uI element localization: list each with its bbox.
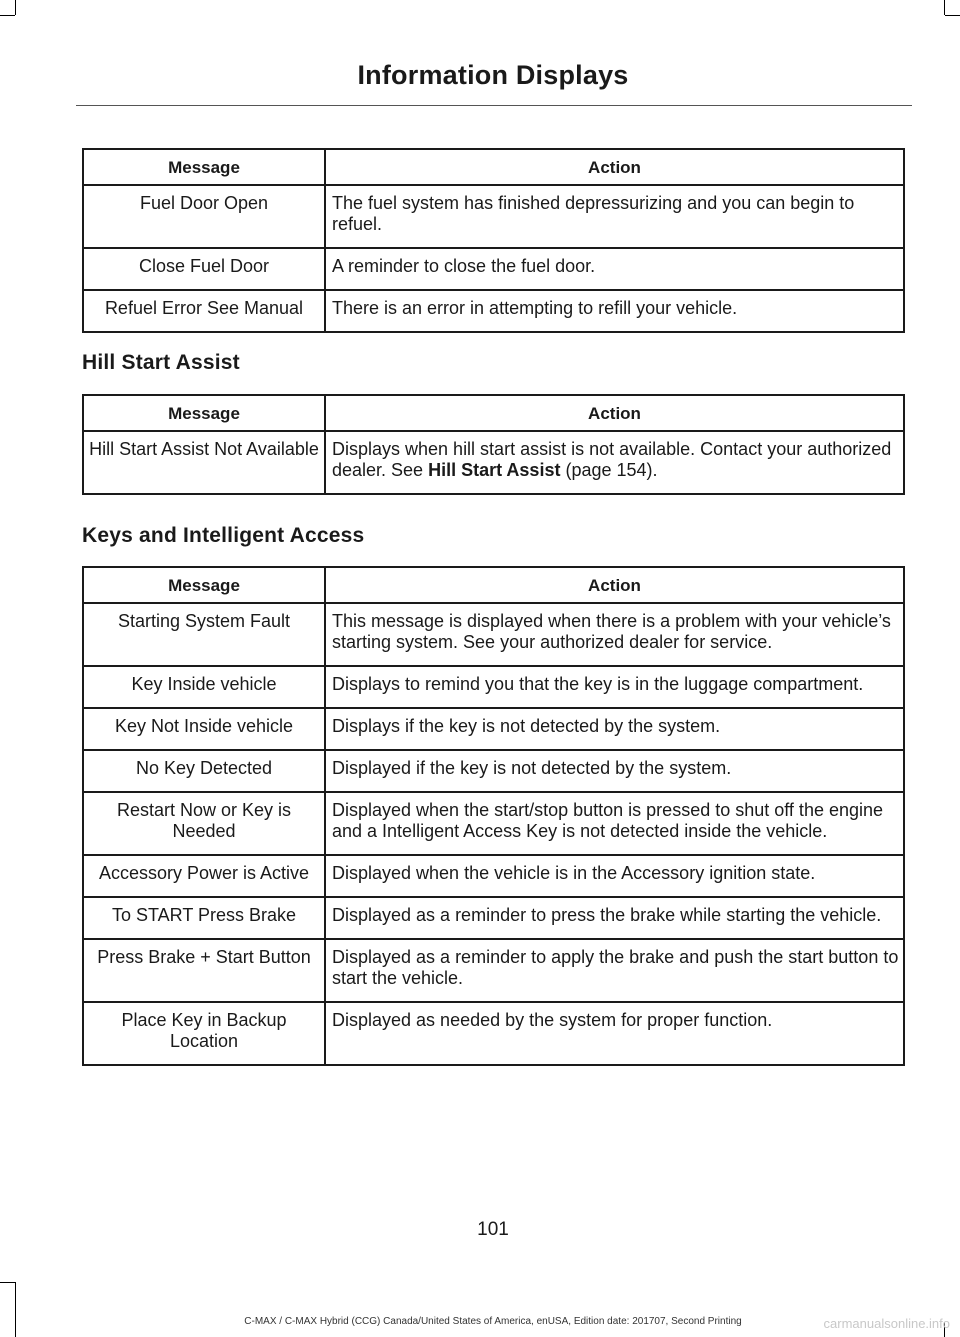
- table-row: [83, 855, 904, 897]
- action-text: Displays when hill start assist is not available. Contact your authorized dealer. See: [332, 439, 892, 480]
- table-row: [83, 897, 904, 939]
- action-cell: There is an error in attempting to refill your vehicle.: [325, 290, 904, 332]
- message-cell: To START Press Brake: [83, 897, 325, 939]
- action-cell: Displayed as a reminder to apply the brake and push the start button to start the vehicle.: [325, 939, 904, 1002]
- message-cell: Key Not Inside vehicle: [83, 708, 325, 750]
- action-cell: Displayed when the start/stop button is pressed to shut off the engine and a Intelligent Access Key is not detected inside the vehicle.: [325, 792, 904, 855]
- message-cell: Key Inside vehicle: [83, 666, 325, 708]
- page-title: Information Displays: [357, 60, 629, 90]
- table-row: [83, 290, 904, 332]
- column-header-message: Message: [83, 567, 325, 603]
- message-cell: Close Fuel Door: [83, 248, 325, 290]
- section-title-keys-intelligent-access: Keys and Intelligent Access: [82, 524, 365, 547]
- header-rule: [76, 105, 912, 106]
- column-header-message: Message: [83, 395, 325, 431]
- column-header-action: Action: [325, 149, 904, 185]
- table-row: [83, 750, 904, 792]
- action-cell: Displays to remind you that the key is in the luggage compartment.: [325, 666, 904, 708]
- crop-mark: [15, 1282, 16, 1337]
- table-row: [83, 792, 904, 855]
- crop-mark: [0, 15, 15, 16]
- action-cell: [325, 431, 904, 494]
- message-cell: Refuel Error See Manual: [83, 290, 325, 332]
- message-cell: Restart Now or Key is Needed: [83, 792, 325, 855]
- keys-intelligent-access-table: [82, 566, 905, 1066]
- message-cell: Starting System Fault: [83, 603, 325, 666]
- action-cell: This message is displayed when there is a problem with your vehicle’s starting system. See your authorized dealer for service.: [325, 603, 904, 666]
- section-title-hill-start-assist: Hill Start Assist: [82, 351, 240, 374]
- table-row: [83, 939, 904, 1002]
- action-cell: A reminder to close the fuel door.: [325, 248, 904, 290]
- action-cell: Displayed as a reminder to press the brake while starting the vehicle.: [325, 897, 904, 939]
- crop-mark: [0, 1282, 15, 1283]
- column-header-message: Message: [83, 149, 325, 185]
- crop-mark: [945, 15, 960, 16]
- table-row: [83, 708, 904, 750]
- hill-start-assist-table: [82, 394, 905, 495]
- action-cell: The fuel system has finished depressurizing and you can begin to refuel.: [325, 185, 904, 248]
- message-cell: Place Key in Backup Location: [83, 1002, 325, 1065]
- table-row: [83, 603, 904, 666]
- edition-footer: C-MAX / C-MAX Hybrid (CCG) Canada/United States of America, enUSA, Edition date: 201707, Second Printing: [244, 1316, 742, 1327]
- message-cell: Fuel Door Open: [83, 185, 325, 248]
- table-row: [83, 248, 904, 290]
- table-header-row: [83, 567, 904, 603]
- message-cell: No Key Detected: [83, 750, 325, 792]
- action-cell: Displays if the key is not detected by the system.: [325, 708, 904, 750]
- message-cell: Press Brake + Start Button: [83, 939, 325, 1002]
- table-row: [83, 185, 904, 248]
- message-cell: Hill Start Assist Not Available: [83, 431, 325, 494]
- message-cell: Accessory Power is Active: [83, 855, 325, 897]
- table-row: [83, 666, 904, 708]
- table-row: [83, 1002, 904, 1065]
- cross-reference-link[interactable]: Hill Start Assist: [428, 460, 561, 480]
- fuel-messages-table: [82, 148, 905, 333]
- crop-mark: [15, 0, 16, 15]
- crop-mark: [944, 0, 945, 15]
- watermark: carmanualsonline.info: [823, 1316, 950, 1331]
- column-header-action: Action: [325, 567, 904, 603]
- action-cell: Displayed when the vehicle is in the Accessory ignition state.: [325, 855, 904, 897]
- table-header-row: [83, 149, 904, 185]
- action-cell: Displayed if the key is not detected by the system.: [325, 750, 904, 792]
- page-number: 101: [477, 1219, 509, 1240]
- action-cell: Displayed as needed by the system for proper function.: [325, 1002, 904, 1065]
- column-header-action: Action: [325, 395, 904, 431]
- page-reference: (page 154).: [560, 460, 658, 480]
- table-header-row: [83, 395, 904, 431]
- table-row: [83, 431, 904, 494]
